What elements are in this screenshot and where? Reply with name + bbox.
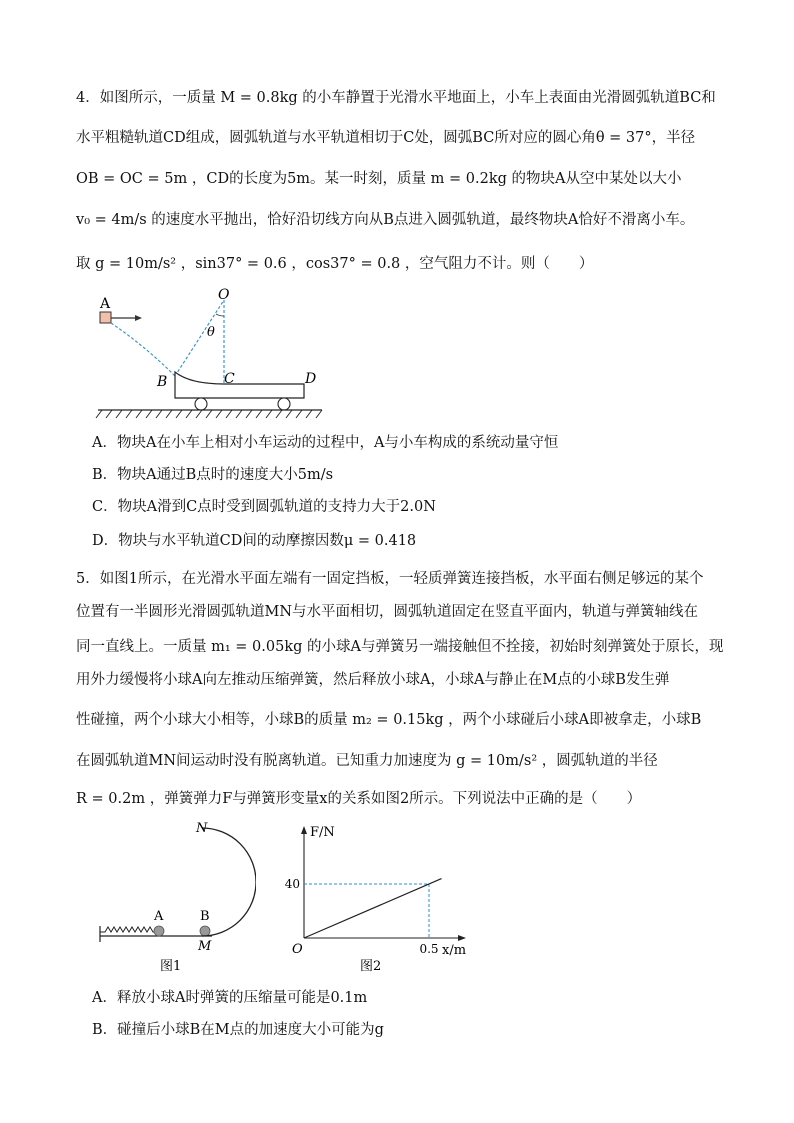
x-tick-label: 0.5	[419, 942, 439, 956]
q4-figure	[90, 286, 330, 426]
label-theta: θ	[207, 325, 215, 340]
radius-ob	[175, 300, 224, 376]
label-d: D	[305, 371, 317, 387]
wheel-left	[195, 398, 207, 410]
label-o: O	[218, 287, 230, 303]
block-a	[100, 312, 111, 323]
q5-line-7: R = 0.2m ，弹簧弹力F与弹簧形变量x的关系如图2所示。下列说法中正确的是（ ）	[76, 791, 642, 807]
x-label: x/m	[442, 943, 467, 958]
q5-figure-1	[96, 818, 256, 978]
y-axis-arrow	[301, 826, 307, 834]
label-b: B	[157, 374, 168, 390]
q4-option-c: C．物块A滑到C点时受到圆弧轨道的支持力大于2.0N	[92, 499, 436, 515]
caption-fig1: 图1	[160, 959, 182, 974]
y-tick-label: 40	[284, 877, 300, 891]
cart-body	[175, 372, 304, 398]
y-label: F/N	[310, 825, 335, 840]
ball-b	[200, 926, 210, 936]
q4-line-1: 4．如图所示，一质量 M = 0.8kg 的小车静置于光滑水平地面上，小车上表面由光滑圆弧轨道BC和	[76, 90, 716, 106]
force-line	[304, 879, 442, 938]
label-c: C	[224, 371, 235, 387]
caption-fig2: 图2	[360, 959, 382, 974]
q5-figure-2	[280, 818, 480, 978]
label-m: M	[198, 939, 212, 954]
q5-line-3: 同一直线上。一质量 m₁ = 0.05kg 的小球A与弹簧另一端接触但不拴接，初始时刻弹簧处于原长，现	[76, 639, 724, 655]
ball-a	[154, 926, 164, 936]
ground-hatching	[96, 410, 322, 418]
wheel-right	[278, 398, 290, 410]
label-b: B	[200, 909, 210, 924]
q4-line-5: 取 g = 10m/s² ，sin37° = 0.6 ，cos37° = 0.8 ，空气阻力不计。则（ ）	[76, 256, 594, 272]
q4-option-a: A．物块A在小车上相对小车运动的过程中，A与小车构成的系统动量守恒	[92, 435, 559, 451]
x-axis-arrow	[458, 935, 466, 941]
trajectory	[111, 323, 175, 376]
q5-line-5: 性碰撞，两个小球大小相等，小球B的质量 m₂ = 0.15kg ，两个小球碰后小球A即被拿走，小球B	[76, 712, 702, 728]
q5-line-4: 用外力缓慢将小球A向左推动压缩弹簧，然后释放小球A，小球A与静止在M点的小球B发生弹	[76, 672, 670, 688]
q5-option-a: A．释放小球A时弹簧的压缩量可能是0.1m	[92, 990, 368, 1006]
theta-arc	[216, 314, 224, 316]
q5-line-2: 位置有一半圆形光滑圆弧轨道MN与水平面相切，圆弧轨道固定在竖直平面内，轨道与弹簧轴线在	[76, 604, 699, 620]
q4-option-d: D．物块与水平轨道CD间的动摩擦因数μ = 0.418	[92, 533, 417, 549]
q5-line-1: 5．如图1所示，在光滑水平面左端有一固定挡板，一轻质弹簧连接挡板，水平面右侧足够远的某个	[76, 571, 704, 587]
label-a: A	[100, 296, 111, 312]
spring	[100, 927, 154, 932]
q4-line-2: 水平粗糙轨道CD组成，圆弧轨道与水平轨道相切于C处，圆弧BC所对应的圆心角θ = 37°，半径	[76, 130, 696, 146]
q5-line-6: 在圆弧轨道MN间运动时没有脱离轨道。已知重力加速度为 g = 10m/s² ，圆弧轨道的半径	[76, 753, 658, 769]
q5-option-b: B．碰撞后小球B在M点的加速度大小可能为g	[92, 1022, 384, 1038]
label-a: A	[154, 909, 164, 924]
semicircle-track	[202, 828, 256, 936]
q4-line-4: v₀ = 4m/s 的速度水平抛出，恰好沿切线方向从B点进入圆弧轨道，最终物块A恰好不滑离小车。	[76, 212, 695, 228]
velocity-arrowhead	[135, 315, 142, 321]
q4-line-3: OB = OC = 5m ，CD的长度为5m。某一时刻，质量 m = 0.2kg 的物块A从空中某处以大小	[76, 171, 682, 187]
origin-label: O	[292, 942, 303, 957]
label-n: N	[196, 821, 208, 836]
q4-option-b: B．物块A通过B点时的速度大小5m/s	[92, 467, 334, 483]
